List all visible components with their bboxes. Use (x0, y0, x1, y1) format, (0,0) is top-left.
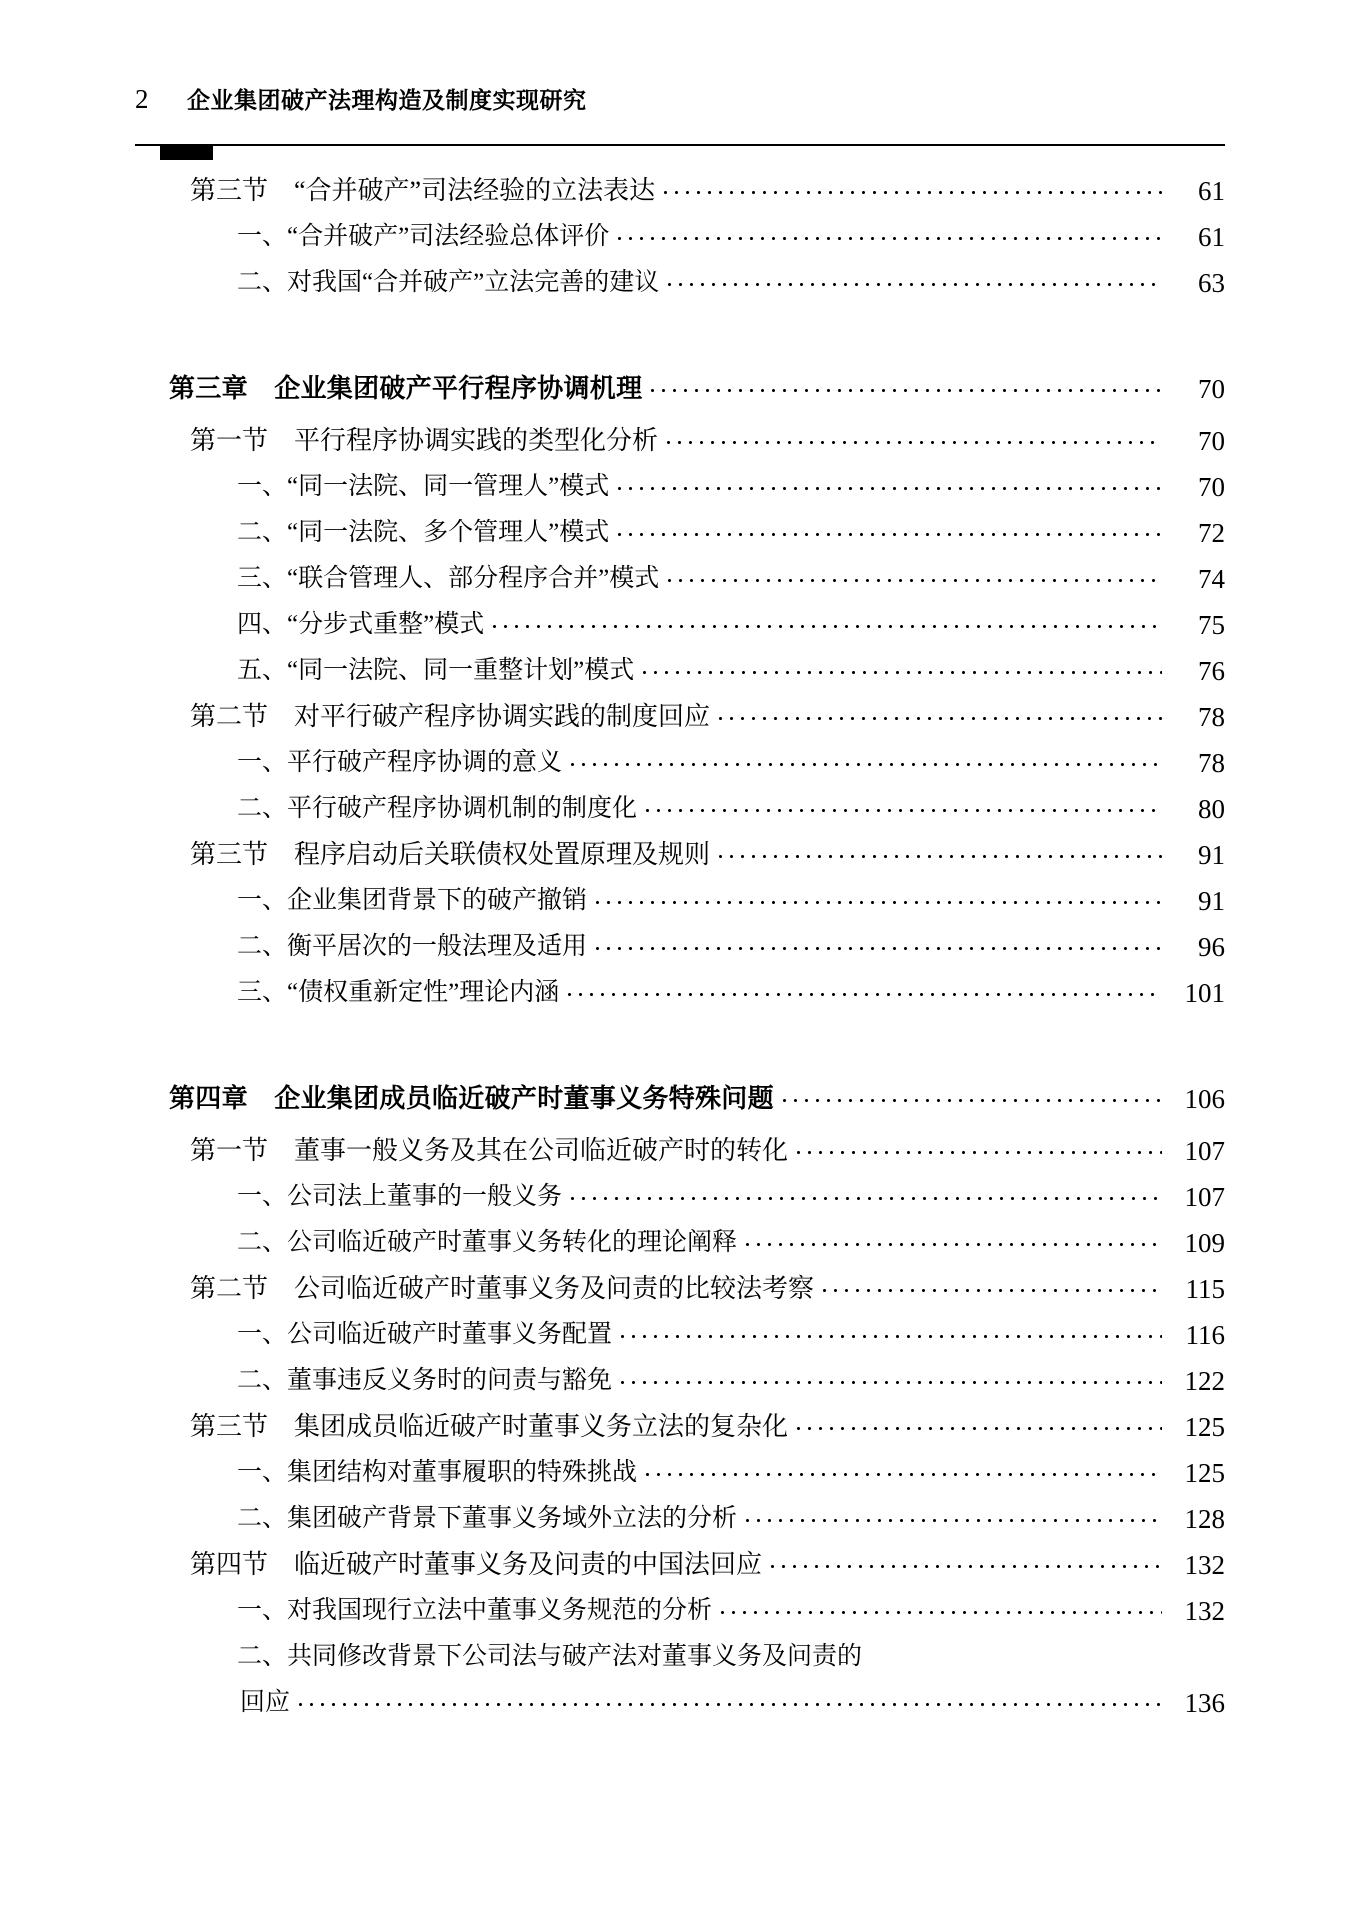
table-of-contents (0, 160, 1347, 1718)
toc-entry[interactable] (135, 1166, 1225, 1212)
toc-entry-label: 二、衡平居次的一般法理及适用 (237, 933, 588, 960)
toc-entry[interactable] (135, 870, 1225, 916)
toc-page-number: 116 (1185, 1320, 1225, 1350)
toc-leader-dots (618, 221, 1162, 247)
toc-entry[interactable] (135, 356, 1225, 404)
toc-page-number: 115 (1185, 1274, 1225, 1304)
toc-leader-dots (668, 563, 1162, 589)
toc-group-gap (0, 298, 1347, 356)
toc-page-number: 132 (1184, 1550, 1225, 1580)
toc-entry-label: 一、企业集团背景下的破产撤销 (237, 887, 588, 914)
toc-leader-dots (618, 517, 1162, 543)
toc-entry[interactable] (135, 686, 1225, 732)
header-rule (135, 144, 1225, 160)
toc-leader-dots (746, 1227, 1162, 1253)
toc-leader-dots (797, 1411, 1162, 1437)
toc-entry[interactable] (135, 1396, 1225, 1442)
toc-entry[interactable] (135, 456, 1225, 502)
toc-entry-label: 第三节 集团成员临近破产时董事义务立法的复杂化 (190, 1412, 789, 1441)
toc-entry-label: 第三节 程序启动后关联债权处置原理及规则 (190, 840, 711, 869)
toc-entry[interactable] (135, 1212, 1225, 1258)
toc-page-number: 101 (1184, 978, 1225, 1008)
toc-page-number: 106 (1184, 1084, 1225, 1114)
toc-page-number: 70 (1198, 472, 1225, 502)
toc-entry[interactable] (135, 1672, 1225, 1718)
toc-entry[interactable] (135, 732, 1225, 778)
toc-leader-dots (571, 1181, 1162, 1207)
toc-entry-label: 一、平行破产程序协调的意义 (237, 749, 563, 776)
toc-leader-dots (568, 977, 1162, 1003)
toc-page-number: 132 (1184, 1596, 1225, 1626)
toc-entry[interactable] (135, 640, 1225, 686)
toc-entry[interactable] (135, 1488, 1225, 1534)
toc-entry[interactable] (135, 1350, 1225, 1396)
toc-leader-dots (668, 267, 1162, 293)
toc-entry[interactable] (135, 502, 1225, 548)
toc-entry-label: 三、“联合管理人、部分程序合并”模式 (237, 565, 660, 592)
toc-entry-label: 二、平行破产程序协调机制的制度化 (237, 795, 638, 822)
toc-page-number: 91 (1198, 840, 1225, 870)
toc-entry[interactable] (135, 1304, 1225, 1350)
toc-entry[interactable] (135, 206, 1225, 252)
toc-entry-label: 二、董事违反义务时的问责与豁免 (237, 1367, 613, 1394)
toc-entry-label: 二、“同一法院、多个管理人”模式 (237, 519, 610, 546)
toc-leader-dots (719, 839, 1162, 865)
toc-page-number: 63 (1198, 268, 1225, 298)
toc-entry[interactable] (135, 1534, 1225, 1580)
toc-page-number: 128 (1184, 1504, 1225, 1534)
toc-entry-label: 第二节 对平行破产程序协调实践的制度回应 (190, 702, 711, 731)
toc-page-number: 75 (1198, 610, 1225, 640)
toc-entry-label: 二、共同修改背景下公司法与破产法对董事义务及问责的 (237, 1643, 863, 1670)
toc-entry[interactable] (135, 778, 1225, 824)
toc-page-number: 76 (1198, 656, 1225, 686)
toc-page-number: 61 (1198, 222, 1225, 252)
toc-leader-dots (797, 1135, 1162, 1161)
header-rule-line (135, 144, 1225, 146)
toc-leader-dots (721, 1595, 1162, 1621)
toc-entry[interactable] (135, 1066, 1225, 1114)
toc-entry-label: 第二节 公司临近破产时董事义务及问责的比较法考察 (190, 1274, 815, 1303)
toc-page-number: 72 (1198, 518, 1225, 548)
toc-entry[interactable] (135, 1258, 1225, 1304)
toc-page-number: 70 (1198, 374, 1225, 404)
header-rule-block (160, 145, 213, 160)
toc-leader-dots (871, 1641, 1162, 1667)
toc-entry[interactable] (135, 916, 1225, 962)
toc-entry-label: 第三章 企业集团破产平行程序协调机理 (169, 374, 643, 404)
toc-entry-label: 第四章 企业集团成员临近破产时董事义务特殊问题 (169, 1084, 774, 1114)
toc-group-chapter2-tail (0, 160, 1347, 298)
toc-group-gap (0, 1008, 1347, 1066)
toc-leader-dots (719, 701, 1162, 727)
toc-entry[interactable] (135, 1580, 1225, 1626)
toc-page-number: 61 (1198, 176, 1225, 206)
toc-entry[interactable] (135, 824, 1225, 870)
toc-leader-dots (823, 1273, 1162, 1299)
toc-page-number: 78 (1198, 748, 1225, 778)
page-folio-number: 2 (135, 84, 149, 114)
toc-entry-label: 一、“同一法院、同一管理人”模式 (237, 473, 610, 500)
toc-leader-dots (493, 609, 1162, 635)
toc-page-number: 107 (1184, 1182, 1225, 1212)
toc-entry-label: 五、“同一法院、同一重整计划”模式 (237, 657, 635, 684)
toc-leader-dots (596, 885, 1162, 911)
toc-entry[interactable] (135, 1626, 1225, 1672)
toc-entry-label: 第一节 董事一般义务及其在公司临近破产时的转化 (190, 1136, 789, 1165)
toc-page-number: 96 (1198, 932, 1225, 962)
toc-entry[interactable] (135, 594, 1225, 640)
toc-entry[interactable] (135, 252, 1225, 298)
toc-page-number: 107 (1184, 1136, 1225, 1166)
toc-page-number: 109 (1184, 1228, 1225, 1258)
toc-leader-dots (618, 471, 1162, 497)
toc-entry[interactable] (135, 1442, 1225, 1488)
toc-entry[interactable] (135, 548, 1225, 594)
toc-entry-label: 一、“合并破产”司法经验总体评价 (237, 223, 610, 250)
toc-leader-dots (771, 1549, 1162, 1575)
toc-page-number: 136 (1184, 1688, 1225, 1718)
running-head-inner (135, 86, 1225, 113)
toc-group-chapter3 (0, 356, 1347, 1008)
toc-entry-label: 一、对我国现行立法中董事义务规范的分析 (237, 1597, 713, 1624)
toc-leader-dots (783, 1083, 1162, 1109)
toc-entry-label: 二、集团破产背景下董事义务域外立法的分析 (237, 1505, 738, 1532)
running-head-title: 企业集团破产法理构造及制度实现研究 (187, 88, 587, 114)
toc-entry[interactable] (135, 962, 1225, 1008)
toc-leader-dots (646, 793, 1162, 819)
toc-entry-label: 三、“债权重新定性”理论内涵 (237, 979, 560, 1006)
toc-entry-label: 一、公司法上董事的一般义务 (237, 1183, 563, 1210)
toc-leader-dots (571, 747, 1162, 773)
toc-page-number: 125 (1184, 1458, 1225, 1488)
toc-page-number: 125 (1184, 1412, 1225, 1442)
toc-entry-label: 一、公司临近破产时董事义务配置 (237, 1321, 613, 1348)
toc-entry-label: 二、公司临近破产时董事义务转化的理论阐释 (237, 1229, 738, 1256)
toc-leader-dots (643, 655, 1162, 681)
toc-page-number: 91 (1198, 886, 1225, 916)
toc-entry[interactable] (135, 1120, 1225, 1166)
toc-leader-dots (746, 1503, 1162, 1529)
toc-leader-dots (596, 931, 1162, 957)
toc-entry-label: 第三节 “合并破产”司法经验的立法表达 (190, 176, 656, 205)
toc-leader-dots (651, 373, 1162, 399)
toc-entry-label: 第四节 临近破产时董事义务及问责的中国法回应 (190, 1550, 763, 1579)
toc-entry-label: 回应 (240, 1689, 291, 1716)
toc-leader-dots (646, 1457, 1162, 1483)
toc-page-number: 80 (1198, 794, 1225, 824)
toc-entry-label: 第一节 平行程序协调实践的类型化分析 (190, 426, 659, 455)
toc-leader-dots (621, 1319, 1162, 1345)
toc-page-number: 122 (1184, 1366, 1225, 1396)
toc-page-number: 78 (1198, 702, 1225, 732)
toc-entry-label: 一、集团结构对董事履职的特殊挑战 (237, 1459, 638, 1486)
toc-leader-dots (621, 1365, 1162, 1391)
toc-leader-dots (299, 1687, 1162, 1713)
toc-entry-label: 四、“分步式重整”模式 (237, 611, 485, 638)
toc-leader-dots (667, 425, 1162, 451)
toc-entry[interactable] (135, 410, 1225, 456)
toc-group-chapter4 (0, 1066, 1347, 1718)
toc-entry-label: 二、对我国“合并破产”立法完善的建议 (237, 269, 660, 296)
toc-entry[interactable] (135, 160, 1225, 206)
toc-page-number: 74 (1198, 564, 1225, 594)
toc-page-number: 70 (1198, 426, 1225, 456)
toc-leader-dots (664, 175, 1162, 201)
